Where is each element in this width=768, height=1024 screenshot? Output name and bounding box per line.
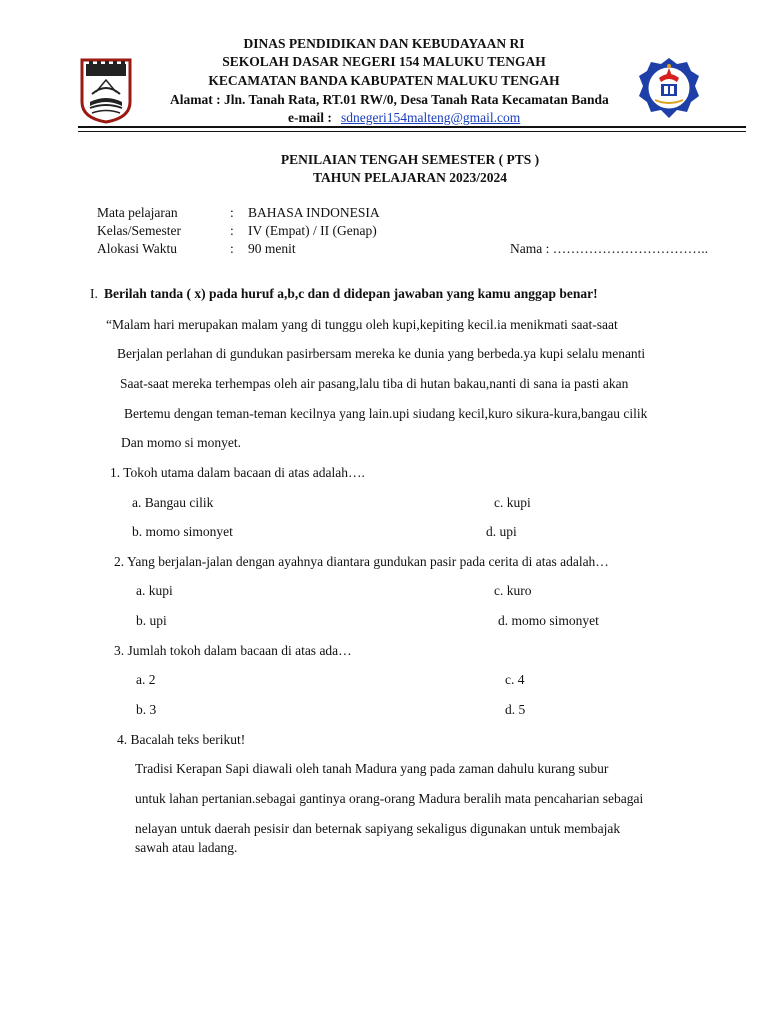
- question-2-option-c[interactable]: c. kuro: [494, 583, 532, 598]
- info-subject-value: BAHASA INDONESIA: [248, 205, 380, 220]
- question-3-option-d[interactable]: d. 5: [505, 702, 526, 717]
- info-class-label: Kelas/Semester: [97, 223, 181, 238]
- question-1-option-a[interactable]: a. Bangau cilik: [132, 495, 214, 510]
- question-3: 3. Jumlah tokoh dalam bacaan di atas ada…: [114, 643, 352, 658]
- question-3-option-a[interactable]: a. 2: [136, 672, 156, 687]
- passage-line: Bertemu dengan teman-teman kecilnya yang lain.upi siudang kecil,kuro sikura-kura,bangau cilik: [124, 406, 648, 421]
- question-4: 4. Bacalah teks berikut!: [117, 732, 246, 747]
- info-time-value: 90 menit: [248, 241, 296, 256]
- exam-year: TAHUN PELAJARAN 2023/2024: [312, 170, 507, 185]
- letterhead-rule-thick: [78, 126, 746, 128]
- question-3-option-b[interactable]: b. 3: [136, 702, 157, 717]
- header-email-link[interactable]: sdnegeri154malteng@gmail.com: [341, 110, 521, 125]
- question-1-option-c[interactable]: c. kupi: [494, 495, 531, 510]
- question-1-option-d[interactable]: d. upi: [486, 524, 517, 539]
- question-2-option-d[interactable]: d. momo simonyet: [498, 613, 599, 628]
- header-email-label: e-mail :: [288, 110, 332, 125]
- info-time-label: Alokasi Waktu: [97, 241, 178, 256]
- exam-title: PENILAIAN TENGAH SEMESTER ( PTS ): [280, 152, 540, 167]
- question-4-text-line: Tradisi Kerapan Sapi diawali oleh tanah Madura yang pada zaman dahulu kurang subur: [135, 761, 609, 776]
- question-1: 1. Tokoh utama dalam bacaan di atas adalah….: [110, 465, 365, 480]
- info-subject-label: Mata pelajaran: [97, 205, 178, 220]
- question-3-option-c[interactable]: c. 4: [505, 672, 525, 687]
- header-address: Alamat : Jln. Tanah Rata, RT.01 RW/0, Desa Tanah Rata Kecamatan Banda: [170, 92, 609, 107]
- header-district: KECAMATAN BANDA KABUPATEN MALUKU TENGAH: [208, 73, 560, 88]
- question-4-text-line: untuk lahan pertanian.sebagai gantinya orang-orang Madura beralih mata pencaharian sebagai: [135, 791, 644, 806]
- instruction-number: I.: [90, 286, 98, 301]
- question-4-text-line: nelayan untuk daerah pesisir dan beternak sapiyang sekaligus digunakan untuk membajak: [135, 821, 621, 836]
- header-agency: DINAS PENDIDIKAN DAN KEBUDAYAAN RI: [243, 36, 525, 51]
- question-4-text-line: sawah atau ladang.: [135, 840, 238, 855]
- info-subject-sep: :: [230, 205, 234, 220]
- question-1-option-b[interactable]: b. momo simonyet: [132, 524, 233, 539]
- passage-line: Dan momo si monyet.: [121, 435, 241, 450]
- question-2: 2. Yang berjalan-jalan dengan ayahnya diantara gundukan pasir pada cerita di atas adalah…: [114, 554, 609, 569]
- question-2-option-b[interactable]: b. upi: [136, 613, 167, 628]
- info-name-field[interactable]: Nama : ……………………………..: [510, 241, 708, 256]
- info-time-sep: :: [230, 241, 234, 256]
- header-school-name: SEKOLAH DASAR NEGERI 154 MALUKU TENGAH: [222, 54, 546, 69]
- info-class-sep: :: [230, 223, 234, 238]
- passage-line: “Malam hari merupakan malam yang di tunggu oleh kupi,kepiting kecil.ia menikmati saat-saat: [106, 317, 618, 332]
- instruction-text: Berilah tanda ( x) pada huruf a,b,c dan d didepan jawaban yang kamu anggap benar!: [104, 286, 598, 301]
- passage-line: Berjalan perlahan di gundukan pasirbersam mereka ke dunia yang berbeda.ya kupi selalu menanti: [117, 346, 646, 361]
- question-2-option-a[interactable]: a. kupi: [136, 583, 173, 598]
- letterhead-rule-thin: [78, 131, 746, 132]
- passage-line: Saat-saat mereka terhempas oleh air pasang,lalu tiba di hutan bakau,nanti di sana ia pasti akan: [120, 376, 629, 391]
- info-class-value: IV (Empat) / II (Genap): [248, 223, 377, 238]
